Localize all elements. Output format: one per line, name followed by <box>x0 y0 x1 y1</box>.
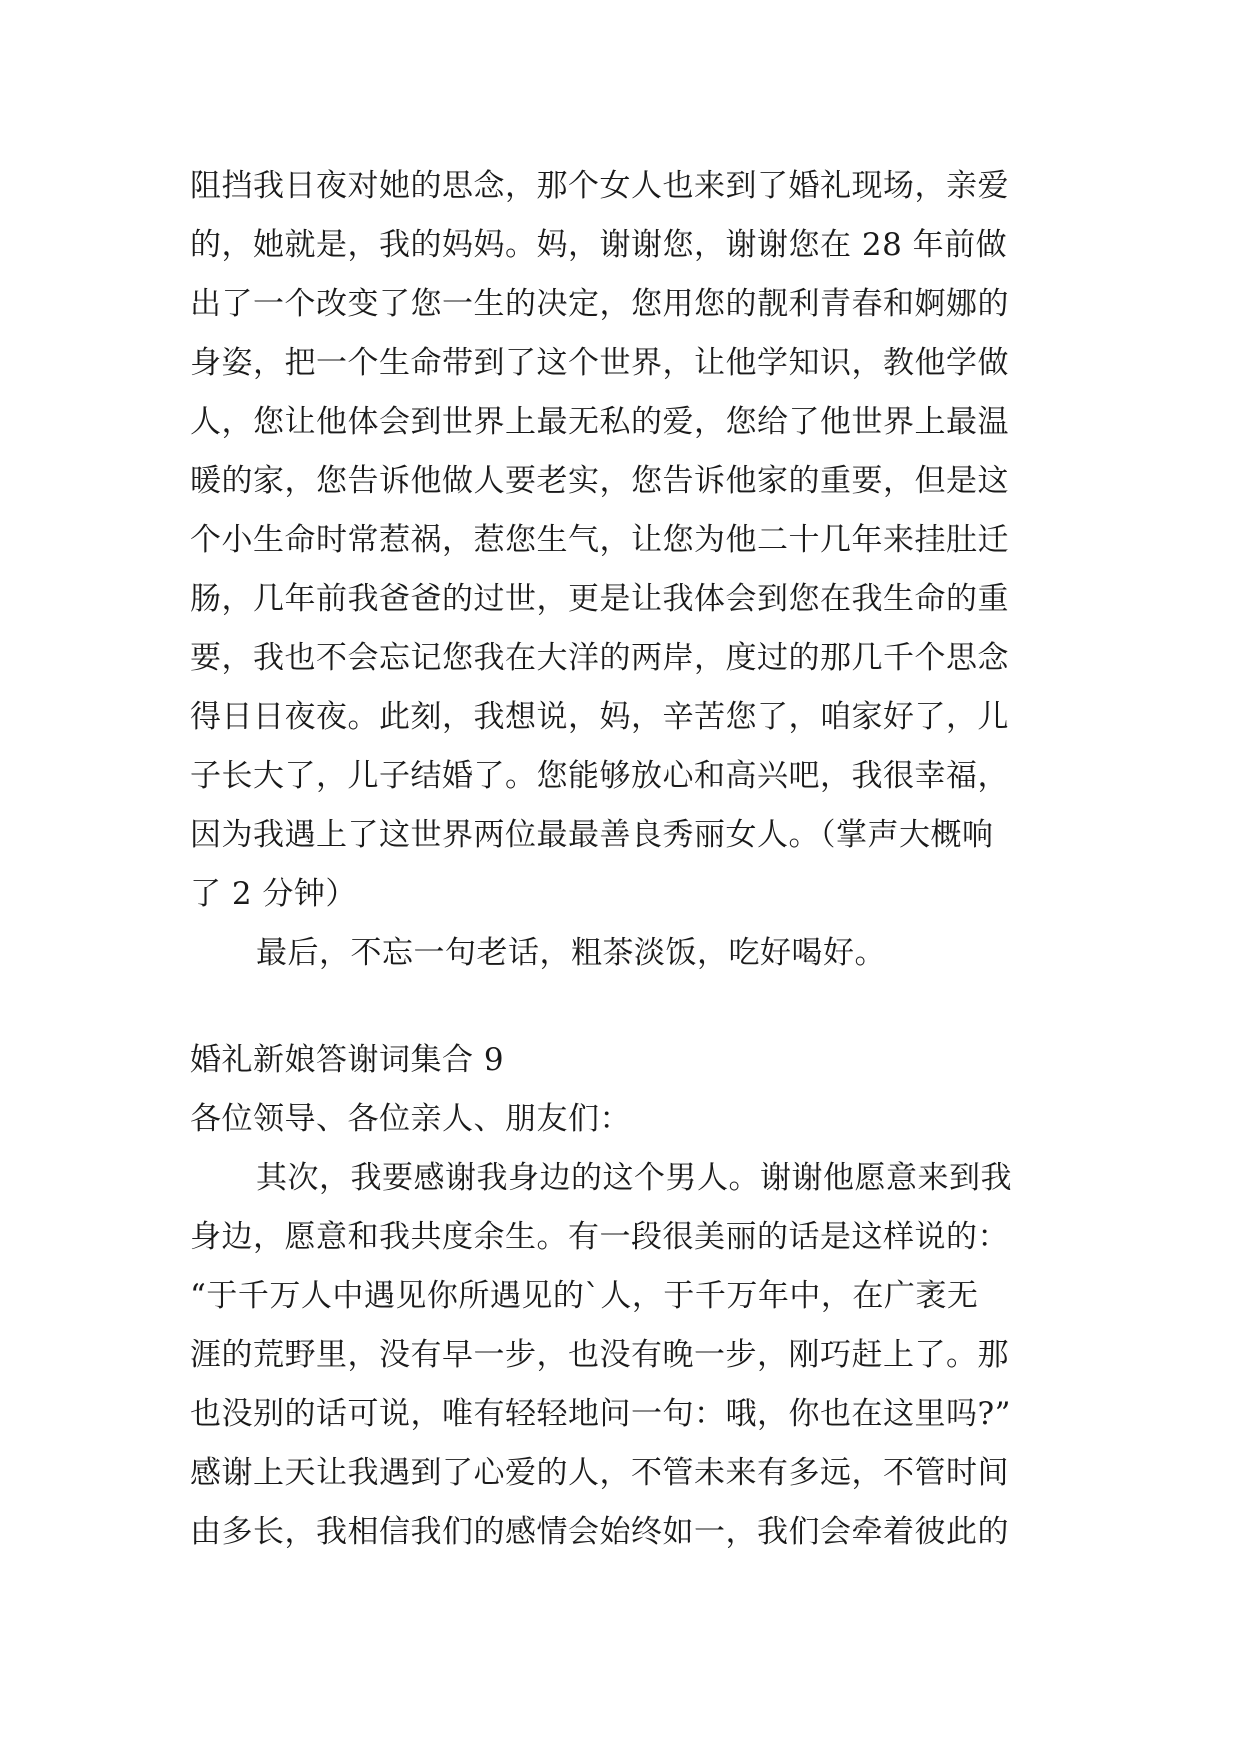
paragraph-line: 子长大了，儿子结婚了。您能够放心和高兴吧，我很幸福， <box>190 758 1009 794</box>
paragraph-line: 的，她就是，我的妈妈。妈，谢谢您，谢谢您在 28 年前做 <box>190 227 1008 263</box>
paragraph-line: 个小生命时常惹祸，惹您生气，让您为他二十几年来挂肚迁 <box>190 522 1009 558</box>
paragraph-line: 出了一个改变了您一生的决定，您用您的靓利青春和婀娜的 <box>190 286 1009 322</box>
salutation: 各位领导、各位亲人、朋友们： <box>190 1101 631 1137</box>
paragraph-line: 人，您让他体会到世界上最无私的爱，您给了他世界上最温 <box>190 404 1009 440</box>
paragraph-line: 得日日夜夜。此刻，我想说，妈，辛苦您了，咱家好了，儿 <box>190 699 1009 735</box>
paragraph-line: 身边，愿意和我共度余生。有一段很美丽的话是这样说的： <box>190 1219 1009 1255</box>
paragraph-line: 肠，几年前我爸爸的过世，更是让我体会到您在我生命的重 <box>190 581 1009 617</box>
section-title: 婚礼新娘答谢词集合 9 <box>190 1042 505 1078</box>
paragraph-line: “于千万人中遇见你所遇见的`人，于千万年中，在广袤无 <box>190 1278 979 1314</box>
paragraph-line: 暖的家，您告诉他做人要老实，您告诉他家的重要，但是这 <box>190 463 1009 499</box>
paragraph-line: 感谢上天让我遇到了心爱的人，不管未来有多远，不管时间 <box>190 1455 1009 1491</box>
paragraph-line: 其次，我要感谢我身边的这个男人。谢谢他愿意来到我 <box>256 1160 1012 1196</box>
paragraph-line: 涯的荒野里，没有早一步，也没有晚一步，刚巧赶上了。那 <box>190 1337 1009 1373</box>
paragraph-line: 由多长，我相信我们的感情会始终如一，我们会牵着彼此的 <box>190 1514 1009 1550</box>
paragraph-line: 因为我遇上了这世界两位最最善良秀丽女人。（掌声大概响 <box>190 817 994 853</box>
paragraph-line: 身姿，把一个生命带到了这个世界，让他学知识，教他学做 <box>190 345 1009 381</box>
paragraph-line: 要，我也不会忘记您我在大洋的两岸，度过的那几千个思念 <box>190 640 1009 676</box>
paragraph-line: 阻挡我日夜对她的思念，那个女人也来到了婚礼现场，亲爱 <box>190 168 1009 204</box>
closing-line: 最后，不忘一句老话，粗茶淡饭，吃好喝好。 <box>256 935 886 971</box>
paragraph-line: 了 2 分钟） <box>190 876 357 912</box>
paragraph-line: 也没别的话可说，唯有轻轻地问一句：哦，你也在这里吗?” <box>190 1396 1011 1432</box>
